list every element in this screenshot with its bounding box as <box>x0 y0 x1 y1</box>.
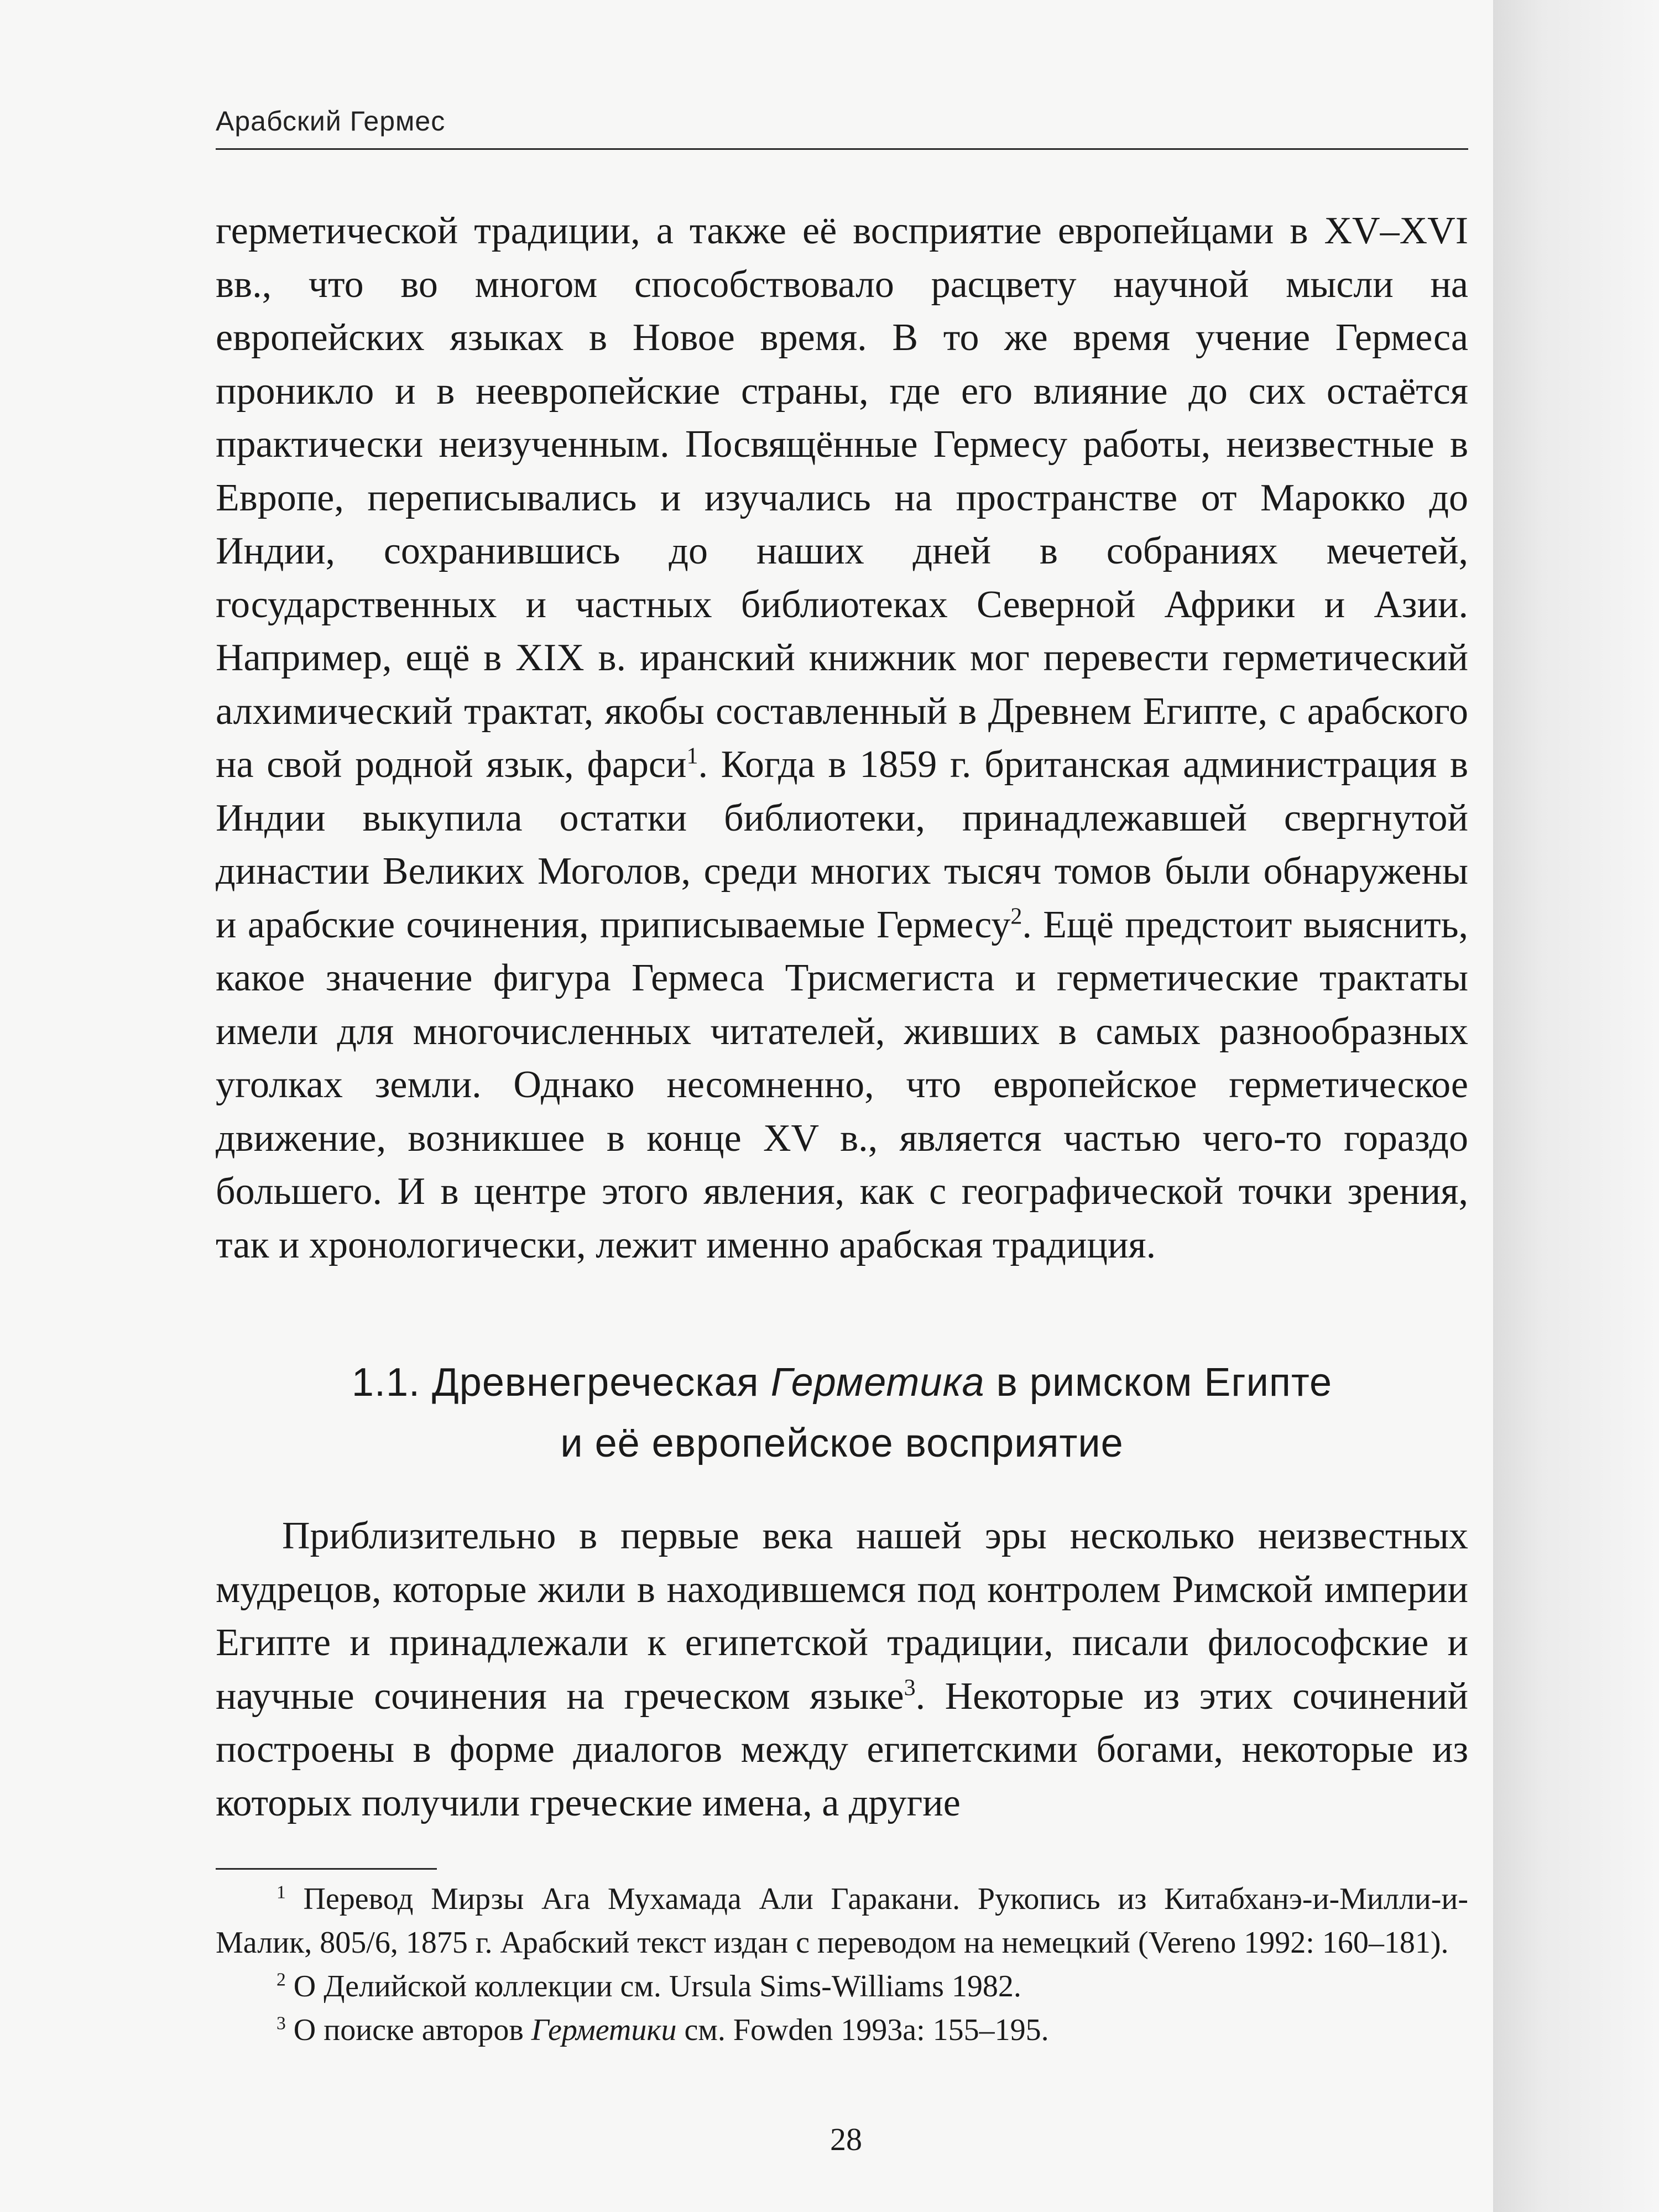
footnote-marker: 1 <box>276 1882 286 1903</box>
body-text-segment: . Когда в 1859 г. британская администрация в Индии выкупила остатки библиотеки, принадлежавшей свергнутой династии Великих Моголов, среди многих тысяч томов были обнаружены и арабские сочинения, приписываемые Гермесу <box>216 743 1469 946</box>
footnote-rule <box>216 1868 437 1870</box>
footnote-text: О поиске авторов <box>293 2013 524 2047</box>
footnote-ref-1[interactable]: 1 <box>686 743 698 769</box>
footnote-text: см. Fowden 1993а: 155–195. <box>684 2013 1049 2047</box>
footnote-marker: 3 <box>276 2013 286 2034</box>
footnote-ref-2[interactable]: 2 <box>1010 904 1022 930</box>
footnote-marker: 2 <box>276 1969 286 1990</box>
body-text-segment: . Ещё предстоит выяснить, какое значение фигура Гермеса Трисмегиста и герметические трактаты имели для многочисленных читателей, живших в самых разнообразных уголках земли. Однако несомненно, что европейское герметическое движение, возникшее в конце XV в., является частью чего-то гораздо большего. И в центре этого явления, как с географической точки зрения, так и хронологически, лежит именно арабская традиция. <box>216 903 1468 1266</box>
section-title-part: в римском Египте <box>996 1360 1333 1405</box>
body-text-segment: герметической традиции, а также её восприятие европейцами в XV–XVI вв., что во многом способствовало расцвету научной мысли на европейских языках в Новое время. В то же время учение Гермеса проникло и в неевропейские страны, где его влияние до сих остаётся практически неизученным. Посвящённые Гермесу работы, неизвестные в Европе, переписывались и изучались на пространстве от Марокко до Индии, сохранившись до наших дней в собраниях мечетей, государственных и частных библиотеках Северной Африки и Азии. Например, ещё в XIX в. иранский книжник мог перевести герметический алхимический трактат, якобы составленный в Древнем Египте, с арабского на свой родной язык, фарси <box>216 210 1468 786</box>
header-rule <box>216 148 1468 150</box>
section-title-part: Древнегреческая <box>432 1360 759 1405</box>
body-paragraph-1 <box>216 205 1468 1272</box>
footnote-2 <box>216 1965 1468 2008</box>
section-title-line2: и её европейское восприятие <box>560 1421 1124 1465</box>
section-number: 1.1. <box>351 1360 420 1405</box>
footnote-italic-text: Герметики <box>531 2013 677 2047</box>
body-paragraph-2 <box>216 1510 1468 1830</box>
footnote-text: О Делийской коллекции см. Ursula Sims-Williams 1982. <box>293 1969 1021 2004</box>
body-text-segment: . Некоторые из этих сочинений построены в форме диалогов между египетскими богами, некоторые из которых получили греческие имена, а другие <box>216 1674 1469 1824</box>
section-heading <box>216 1352 1468 1474</box>
section-title-italic: Герметика <box>770 1360 985 1405</box>
footnote-text: Перевод Мирзы Ага Мухамада Али Гаракани. Рукопись из Китабханэ-и-Милли-и-Малик, 805/6, 1875 г. Арабский текст издан с переводом на немецкий (Vereno 1992: 160–181). <box>216 1882 1469 1960</box>
footnote-1 <box>216 1877 1468 1965</box>
footnotes <box>216 1877 1468 2052</box>
page-number: 28 <box>830 2121 862 2157</box>
running-header: Арабский Гермес <box>216 106 446 137</box>
body-text-segment: Приблизительно в первые века нашей эры несколько неизвестных мудрецов, которые жили в находившемся под контролем Римской империи Египте и принадлежали к египетской традиции, писали философские и научные сочинения на греческом языке <box>216 1515 1468 1718</box>
footnote-ref-3[interactable]: 3 <box>904 1675 916 1701</box>
footnote-3 <box>216 2008 1468 2052</box>
scan-background-edge <box>1493 0 1659 2212</box>
